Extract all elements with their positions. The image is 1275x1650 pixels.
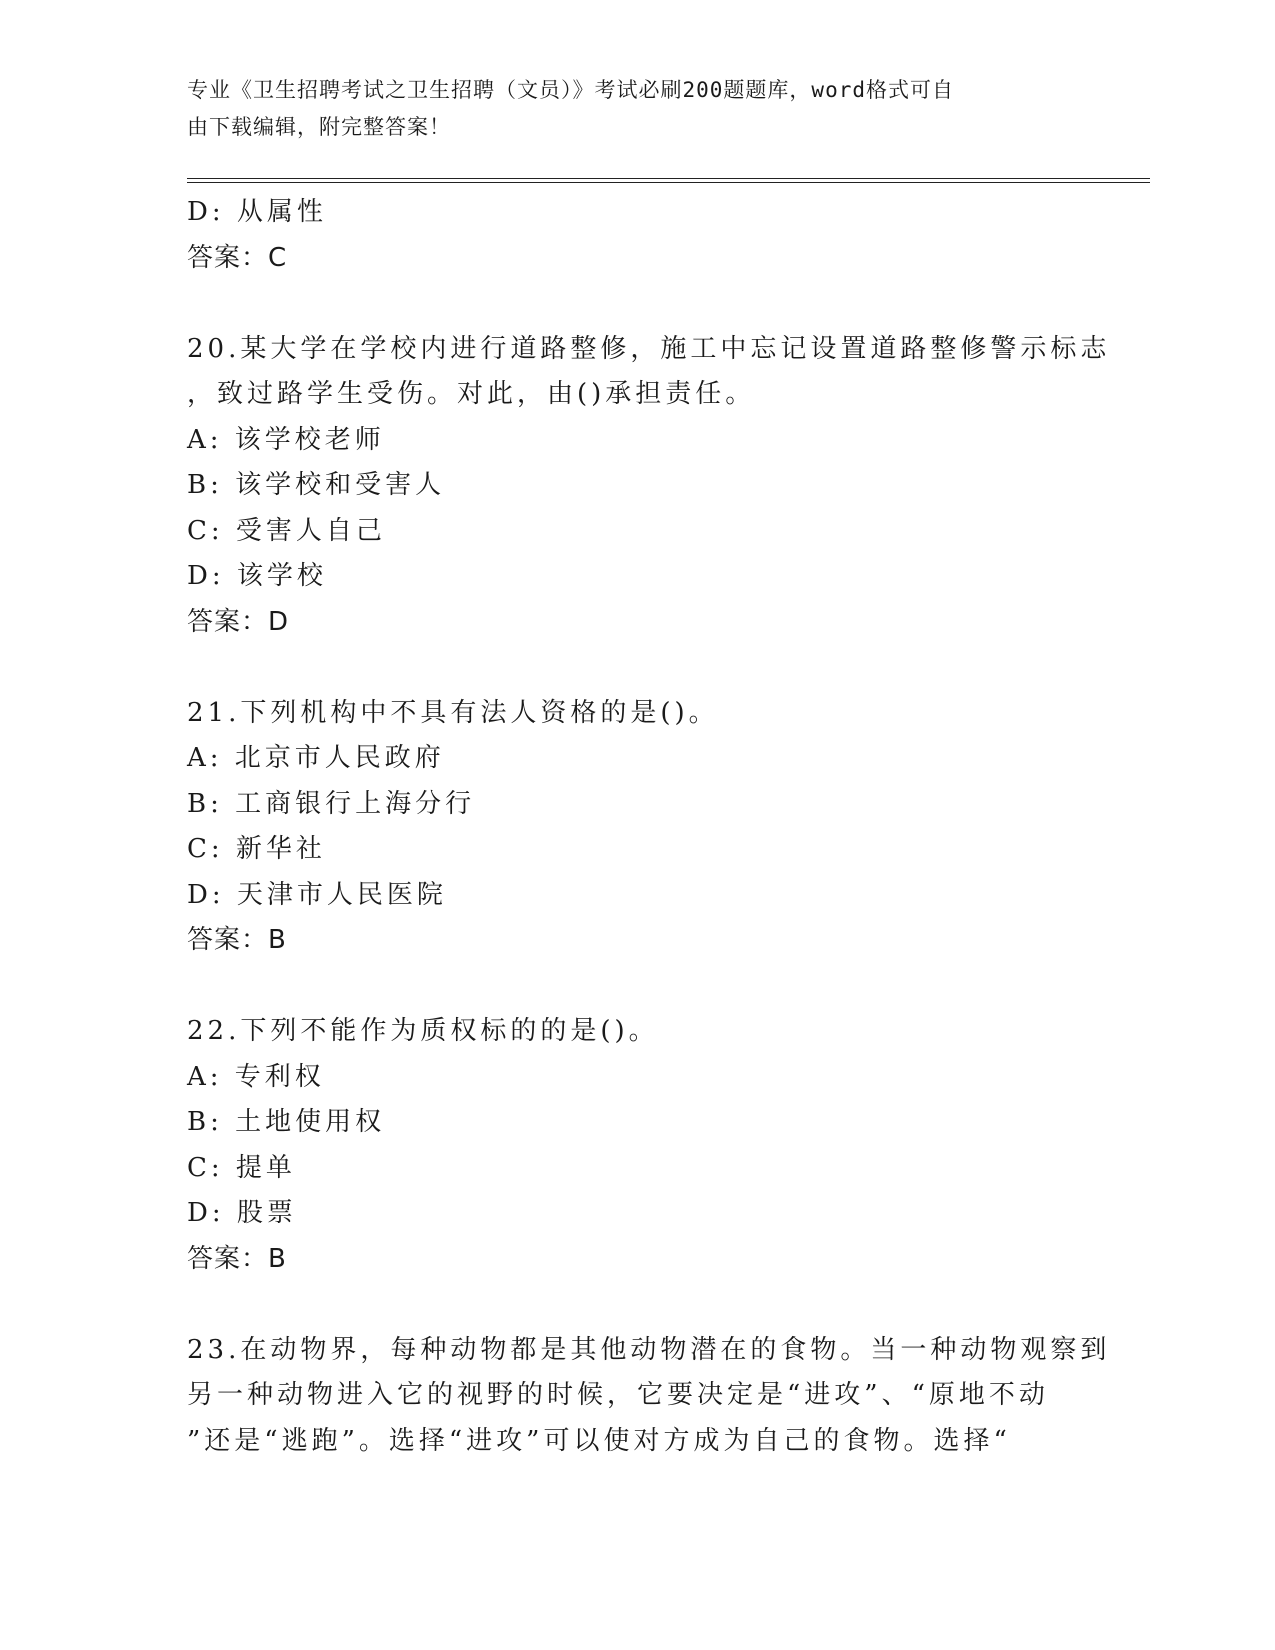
question-text: ，致过路学生受伤。对此，由()承担责任。 bbox=[187, 379, 756, 409]
option-d: D: 该学校 bbox=[187, 561, 327, 591]
document-body bbox=[187, 190, 1111, 1464]
answer: 答案：B bbox=[187, 1243, 287, 1274]
option-b: B: 该学校和受害人 bbox=[187, 470, 446, 500]
header-divider-bottom bbox=[187, 182, 1150, 183]
document-header bbox=[187, 72, 1067, 146]
question-19-tail bbox=[187, 190, 1087, 281]
option-a: A: 北京市人民政府 bbox=[187, 743, 445, 773]
answer: 答案：C bbox=[187, 242, 288, 273]
header-line-1: 专业《卫生招聘考试之卫生招聘（文员）》考试必刷200题题库，word格式可自 bbox=[187, 78, 954, 102]
spacer bbox=[187, 645, 1087, 691]
question-text: 另一种动物进入它的视野的时候，它要决定是“进攻”、“原地不动 bbox=[187, 1380, 1049, 1410]
question-text: 23.在动物界，每种动物都是其他动物潜在的食物。当一种动物观察到 bbox=[187, 1334, 1111, 1365]
question-text: 21.下列机构中不具有法人资格的是()。 bbox=[187, 697, 719, 728]
option-d: D: 天津市人民医院 bbox=[187, 879, 447, 910]
option-a: A: 该学校老师 bbox=[187, 424, 385, 455]
question-23 bbox=[187, 1328, 1111, 1465]
option-d: D: 股票 bbox=[187, 1198, 297, 1228]
spacer bbox=[187, 281, 1087, 327]
question-text: ”还是“逃跑”。选择“进攻”可以使对方成为自己的食物。选择“ bbox=[187, 1425, 1011, 1456]
question-text: 20.某大学在学校内进行道路整修，施工中忘记设置道路整修警示标志 bbox=[187, 333, 1111, 364]
option-d: D: 从属性 bbox=[187, 197, 327, 227]
option-b: B: 工商银行上海分行 bbox=[187, 788, 476, 819]
option-c: C: 受害人自己 bbox=[187, 515, 386, 546]
option-c: C: 新华社 bbox=[187, 834, 326, 864]
question-text: 22.下列不能作为质权标的的是()。 bbox=[187, 1016, 659, 1046]
option-a: A: 专利权 bbox=[187, 1061, 325, 1092]
question-22 bbox=[187, 1009, 1087, 1282]
spacer bbox=[187, 1282, 1087, 1328]
option-b: B: 土地使用权 bbox=[187, 1107, 386, 1137]
header-divider-top bbox=[187, 178, 1150, 179]
question-21 bbox=[187, 691, 1087, 964]
header-line-2: 由下载编辑，附完整答案！ bbox=[187, 115, 451, 139]
question-20 bbox=[187, 327, 1111, 646]
option-c: C: 提单 bbox=[187, 1152, 296, 1183]
answer: 答案：D bbox=[187, 606, 290, 637]
spacer bbox=[187, 964, 1087, 1010]
answer: 答案：B bbox=[187, 925, 287, 955]
